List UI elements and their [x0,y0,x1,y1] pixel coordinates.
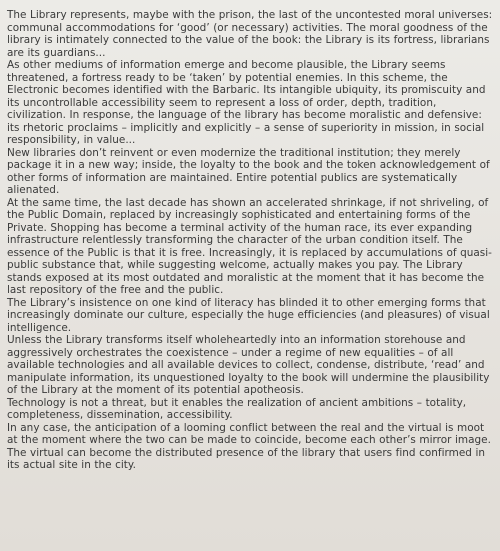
paragraph-new-libraries: New libraries don’t reinvent or even modernize the traditional institution; they merely package it in a new way; inside, the loyalty to the book and the token acknowledgement of other forms of information are maintained. Entire potential publics are systematically alienated. [7,146,490,196]
paragraph-electronic-threat: As other mediums of information emerge and become plausible, the Library seems threatened, a fortress ready to be ‘taken’ by potential enemies. In this scheme, the Electronic becomes identified with the Barbaric. Its intangible ubiquity, its promiscuity and its uncontrollable accessibility seem to represent a loss of order, depth, tradition, civilization. In response, the language of the library has become moralistic and defensive: its rhetoric proclaims – implicitly and explicitly – a sense of superiority in mission, in social responsibility, in value... [7,59,486,146]
paragraph-technology: Technology is not a threat, but it enables the realization of ancient ambitions – totality, completeness, dissemination, accessibility. [7,396,467,421]
paragraph-public-domain: At the same time, the last decade has shown an accelerated shrinkage, if not shriveling, of the Public Domain, replaced by increasingly sophisticated and entertaining forms of the Private. Shopping has become a terminal activity of the human race, its ever expanding infrastructure relentlessly transforming the character of the urban condition itself. The essence of the Public is that it is free. Increasingly, it is replaced by accumulations of quasi-public substance that, while suggesting welcome, actually makes you pay. The Library stands exposed at its most outdated and moralistic at the moment that it has become the last repository of the free and the public. [7,196,492,296]
paragraph-information-storehouse: Unless the Library transforms itself wholeheartedly into an information storehouse and aggressively orchestrates the coexistence – under a regime of new equalities – of all available technologies and all available devices to collect, condense, distribute, ‘read’ and manipulate information, its unquestioned loyalty to the book will undermine the plausibility of the Library at the moment of its potential apotheosis. [7,334,490,396]
paragraph-library-moral-universe: The Library represents, maybe with the prison, the last of the uncontested moral universes: communal accommodations for ‘good’ (or necessary) activities. The moral goodness of the library is intimately connected to the value of the book: the Library is its fortress, librarians are its guardians... [7,9,493,59]
paragraph-literacy: The Library’s insistence on one kind of literacy has blinded it to other emerging forms that increasingly dominate our culture, especially the huge efficiencies (and pleasures) of visual intelligence. [7,296,490,334]
paragraph-real-and-virtual: In any case, the anticipation of a looming conflict between the real and the virtual is moot at the moment where the two can be made to coincide, become each other’s mirror image. The virtual can become the distributed presence of the library that users find confirmed in its actual site in the city. [7,421,491,471]
